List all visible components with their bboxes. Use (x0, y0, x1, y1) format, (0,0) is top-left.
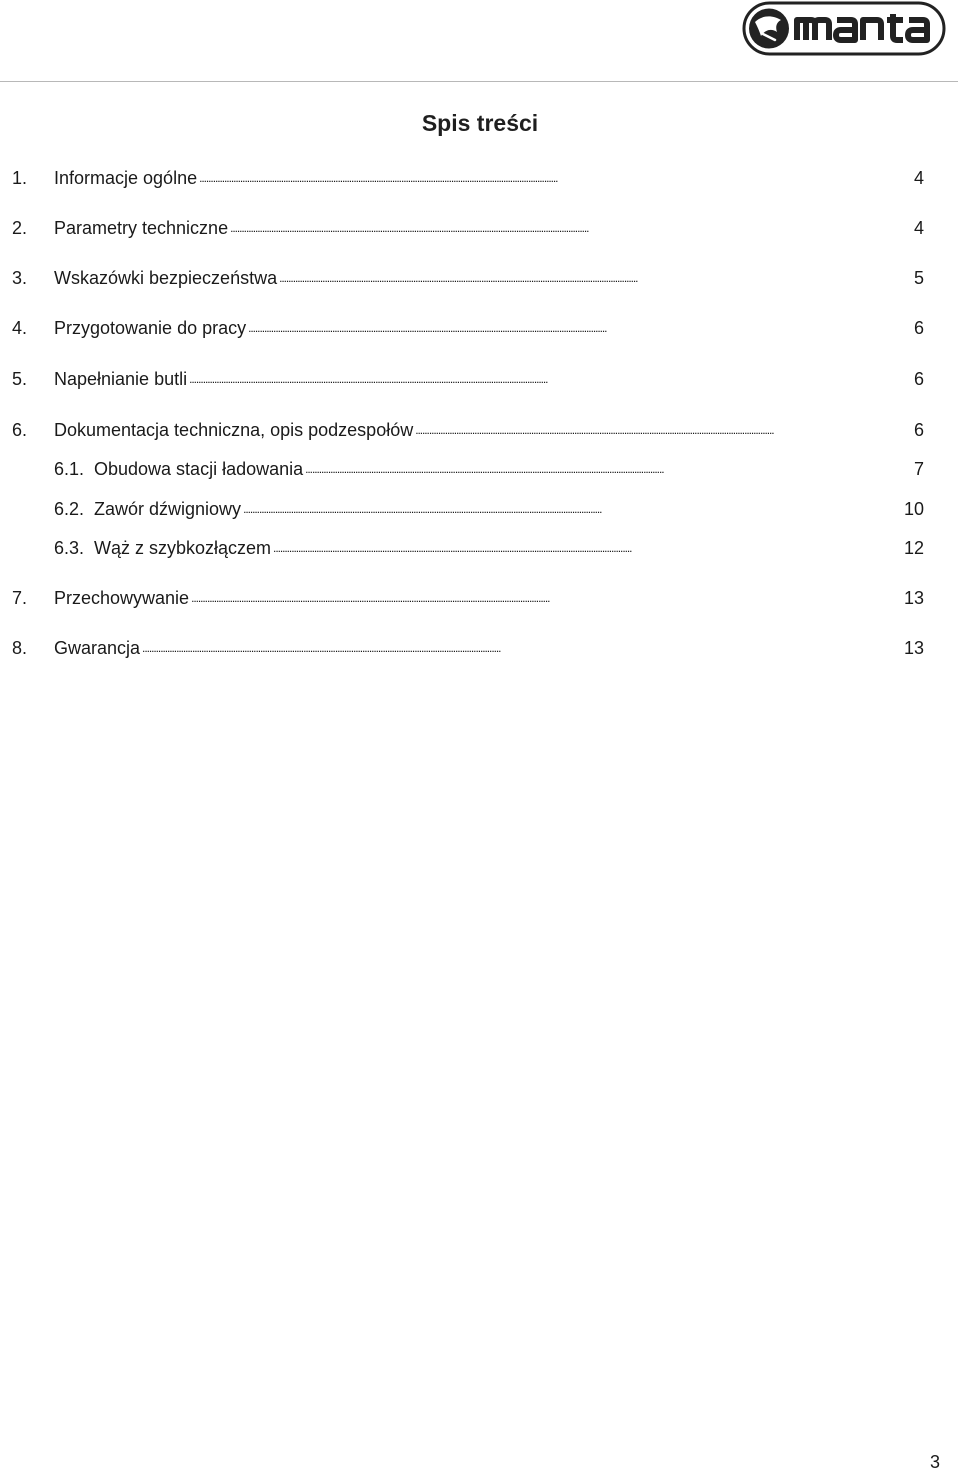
toc-entry-6-1[interactable] (54, 457, 924, 481)
toc-entry-number: 5. (12, 369, 28, 389)
toc-entry-page: 10 (903, 499, 924, 519)
toc-entry-label: Przechowywanie (54, 588, 190, 608)
toc-entry-label: Wąż z szybkozłączem (94, 538, 272, 558)
toc-entry-number: 3. (12, 268, 28, 288)
toc-entry-page: 13 (903, 588, 924, 608)
toc-entry-page: 7 (913, 459, 924, 479)
toc-leader-dots (243, 497, 902, 515)
toc-leader-dots (199, 166, 912, 184)
toc-entry-page: 6 (913, 369, 924, 389)
toc-title: Spis treści (421, 110, 539, 136)
toc-entry-page: 5 (913, 268, 924, 288)
toc-entry-6-3[interactable] (54, 536, 924, 560)
toc-entry-page: 12 (903, 538, 924, 558)
toc-entry-1[interactable] (12, 166, 924, 190)
toc-entry-4[interactable] (12, 316, 924, 340)
toc-leader-dots (415, 418, 912, 436)
header-divider (0, 81, 958, 82)
toc-entry-number: 1. (12, 168, 28, 188)
toc-entry-6[interactable] (12, 418, 924, 442)
logo-wordmark (797, 14, 927, 40)
toc-entry-number: 6.3. (54, 538, 85, 558)
toc-entry-label: Gwarancja (54, 638, 141, 658)
toc-entry-number: 6.2. (54, 499, 85, 519)
toc-leader-dots (273, 536, 902, 554)
toc-entry-6-2[interactable] (54, 497, 924, 521)
toc-entry-5[interactable] (12, 367, 924, 391)
toc-entry-8[interactable] (12, 636, 924, 660)
toc-entry-number: 2. (12, 218, 28, 238)
toc-leader-dots (305, 457, 912, 475)
manta-logo (741, 0, 947, 58)
toc-entry-page: 6 (913, 420, 924, 440)
toc-leader-dots (191, 586, 902, 604)
toc-entry-number: 6. (12, 420, 28, 440)
toc-entry-page: 4 (913, 218, 924, 238)
toc-entry-page: 6 (913, 318, 924, 338)
page-number: 3 (930, 1452, 941, 1472)
toc-entry-label: Zawór dźwigniowy (94, 499, 242, 519)
toc-entry-label: Parametry techniczne (54, 218, 229, 238)
toc-entry-label: Obudowa stacji ładowania (94, 459, 304, 479)
toc-entry-7[interactable] (12, 586, 924, 610)
toc-entry-label: Napełnianie butli (54, 369, 188, 389)
toc-entry-3[interactable] (12, 266, 924, 290)
toc-leader-dots (279, 266, 912, 284)
toc-leader-dots (189, 367, 912, 385)
toc-entry-page: 4 (913, 168, 924, 188)
toc-entry-label: Wskazówki bezpieczeństwa (54, 268, 278, 288)
toc-entry-page: 13 (903, 638, 924, 658)
toc-leader-dots (230, 216, 912, 234)
toc-entry-number: 4. (12, 318, 28, 338)
toc-leader-dots (142, 636, 902, 654)
toc-entry-label: Informacje ogólne (54, 168, 198, 188)
toc-leader-dots (248, 316, 912, 334)
toc-entry-label: Przygotowanie do pracy (54, 318, 247, 338)
toc-entry-label: Dokumentacja techniczna, opis podzespołów (54, 420, 414, 440)
toc-entry-number: 6.1. (54, 459, 85, 479)
toc-entry-number: 7. (12, 588, 28, 608)
toc-entry-number: 8. (12, 638, 28, 658)
toc-entry-2[interactable] (12, 216, 924, 240)
